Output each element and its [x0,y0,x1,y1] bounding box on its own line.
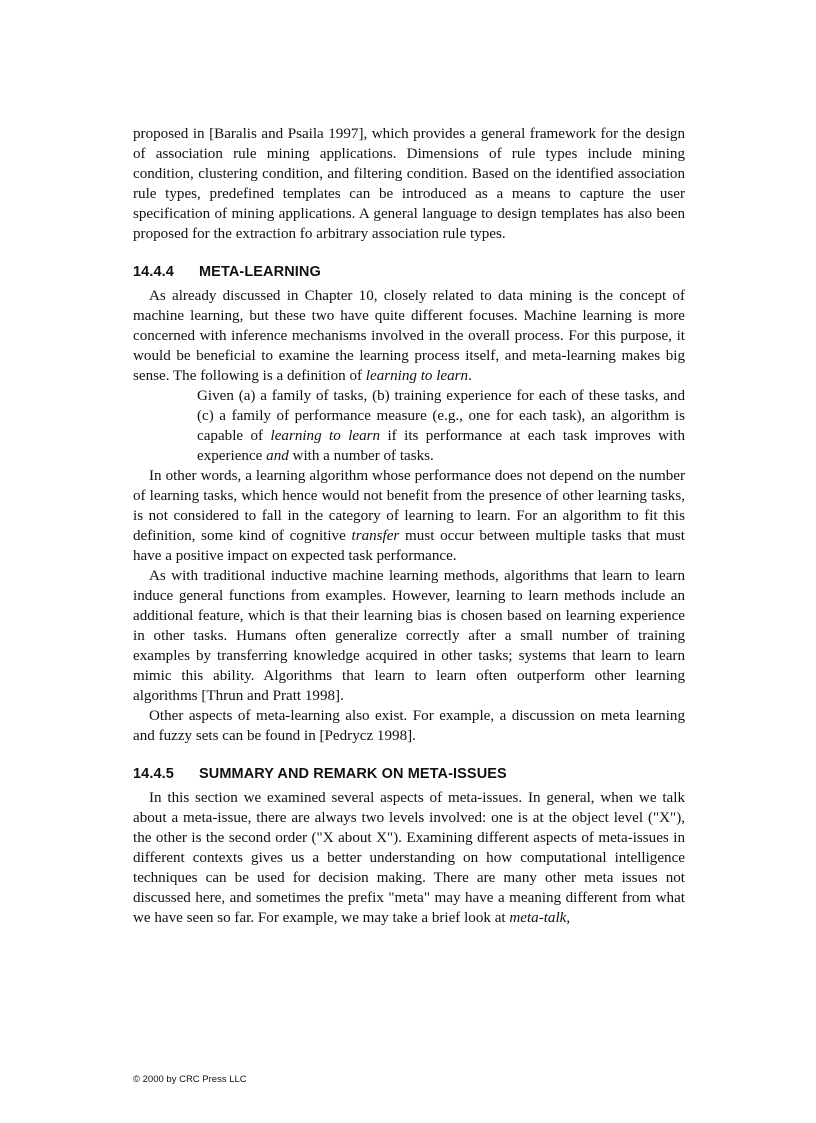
section-heading-meta-learning [133,262,685,282]
page-content [133,124,685,928]
summary-paragraph-1 [133,788,685,928]
section-title: META-LEARNING [199,264,321,280]
meta-learning-paragraph-4: Other aspects of meta-learning also exist. For example, a discussion on meta learning and fuzzy sets can be found in [Pedrycz 1998]. [133,708,685,744]
emphasis-text: learning to learn [270,428,381,444]
paragraph-text: As already discussed in Chapter 10, closely related to data mining is the concept of machine learning, but these two have quite different focuses. Machine learning is more concerned with inference mechanisms involved in the overall process. For this purpose, it would be beneficial to examine the learning process itself, and meta-learning makes big sense. The following is a definition of [133,288,685,384]
meta-learning-paragraph-3: As with traditional inductive machine learning methods, algorithms that learn to learn induce general functions from examples. However, learning to learn methods include an additional feature, which is that their learning bias is chosen based on learning experience in other tasks. Humans often generalize correctly after a small number of training examples by transferring knowledge acquired in other tasks; systems that learn to learn mimic this ability. Algorithms that learn to learn often outperform other learning algorithms [Thrun and Pratt 1998]. [133,568,685,704]
paragraph-text: In this section we examined several aspects of meta-issues. In general, when we talk about a meta-issue, there are always two levels involved: one is at the object level ("X"), the other is the second order ("X about X"). Examining different aspects of meta-issues in different contexts gives us a better understanding on how computational intelligence techniques can be used for decision making. There are many other meta issues not discussed here, and sometimes the prefix "meta" may have a meaning different from what we have seen so far. For example, we may take a brief look at [133,790,685,926]
emphasis-text: and [266,448,289,464]
section-number: 14.4.5 [133,766,174,782]
paragraph-text: . [468,368,472,384]
emphasis-text: transfer [351,528,400,544]
definition-quote [133,386,685,466]
intro-paragraph: proposed in [Baralis and Psaila 1997], which provides a general framework for the design of association rule mining applications. Dimensions of rule types include mining condition, clustering condition, and filtering condition. Based on the identified association rule types, predefined templates can be introduced as a means to capture the user specification of mining applications. A general language to design templates has also been proposed for the extraction fo arbitrary association rule types. [133,126,685,242]
section-heading-summary [133,764,685,784]
quote-text: Given (a) a family of tasks, (b) training experience for each of these tasks, and (c) a family of performance measure (e.g., one for each task), an algorithm is capable of [197,388,685,444]
paragraph-text: , [566,910,571,926]
meta-learning-paragraph-2 [133,466,685,566]
meta-learning-paragraph-1 [133,286,685,386]
paragraph-text: must occur between multiple tasks that must have a positive impact on expected task performance. [133,528,685,564]
quote-text: if its performance at each task improves with experience [197,428,685,464]
paragraph-text: In other words, a learning algorithm whose performance does not depend on the number of learning tasks, which hence would not benefit from the presence of other learning tasks, is not considered to fall in the category of learning to learn. For an algorithm to fit this definition, some kind of cognitive [133,468,685,544]
section-number: 14.4.4 [133,264,174,280]
emphasis-text: meta-talk [509,910,567,926]
copyright-footer: © 2000 by CRC Press LLC [133,1074,247,1085]
section-title: SUMMARY AND REMARK ON META-ISSUES [199,766,507,782]
emphasis-text: learning to learn [365,368,469,384]
quote-text: with a number of tasks. [288,448,434,464]
